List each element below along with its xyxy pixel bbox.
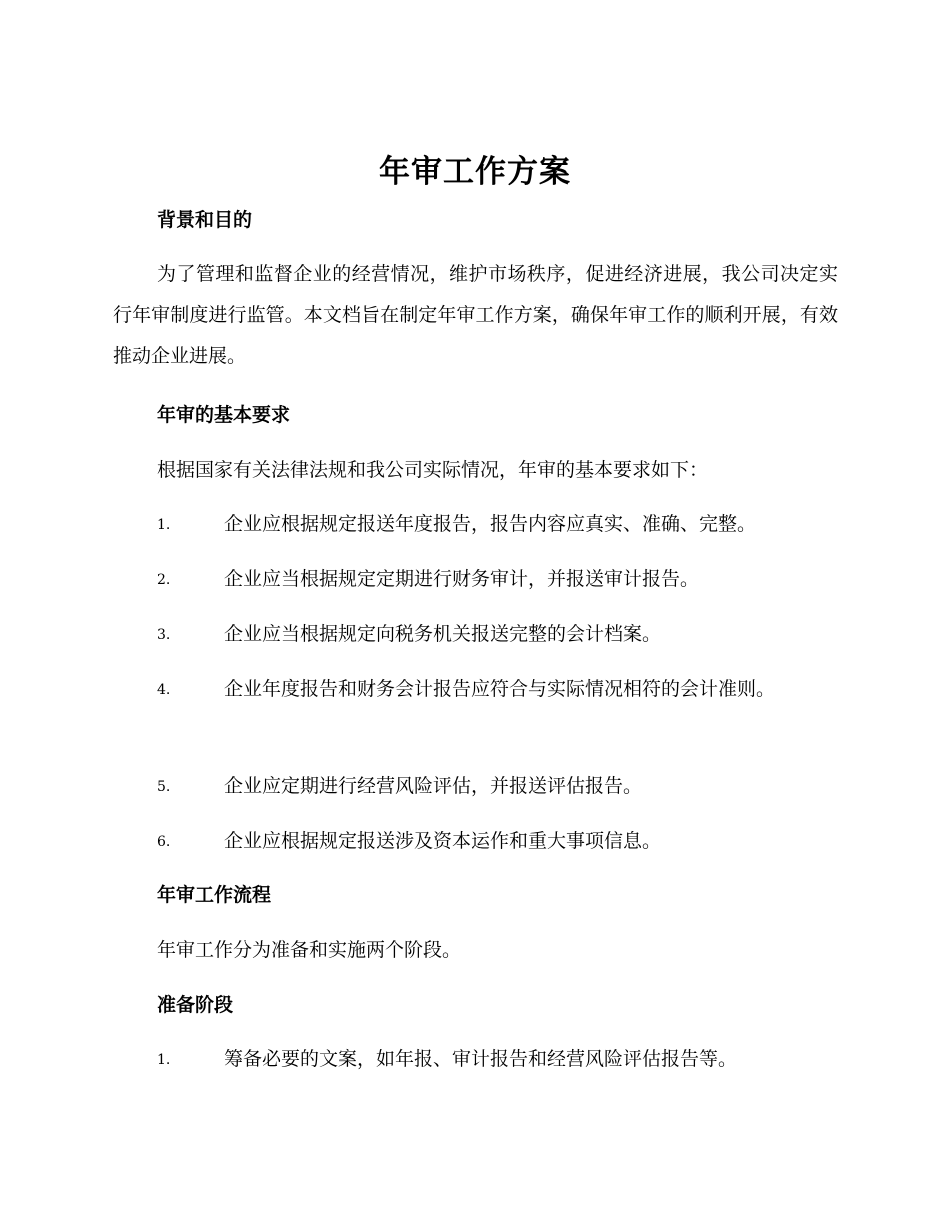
- list-item-number: 5.: [157, 779, 171, 795]
- list-item-number: 3.: [157, 627, 171, 643]
- list-item-text: 企业应当根据规定向税务机关报送完整的会计档案。: [224, 623, 662, 645]
- list-item-number: 2.: [157, 572, 171, 588]
- list-item: [113, 1046, 838, 1080]
- list-item-number: 4.: [157, 682, 171, 698]
- list-item: [113, 566, 838, 600]
- list-item-text: 筹备必要的文案，如年报、审计报告和经营风险评估报告等。: [224, 1048, 738, 1070]
- list-item: [113, 828, 838, 862]
- list-item-text: 企业应根据规定报送年度报告，报告内容应真实、准确、完整。: [224, 513, 757, 535]
- background-paragraph: 为了管理和监督企业的经营情况，维护市场秩序，促进经济进展，我公司决定实行年审制度进行监管。本文档旨在制定年审工作方案，确保年审工作的顺利开展，有效推动企业进展。: [113, 263, 838, 367]
- requirements-intro: 根据国家有关法律法规和我公司实际情况，年审的基本要求如下：: [157, 459, 709, 481]
- list-item: [113, 621, 838, 655]
- document-title: 年审工作方案: [379, 154, 571, 190]
- list-item-number: 1.: [157, 1052, 171, 1068]
- list-item-text: 企业应根据规定报送涉及资本运作和重大事项信息。: [224, 830, 662, 852]
- process-intro: 年审工作分为准备和实施两个阶段。: [157, 939, 462, 961]
- section-heading-background: 背景和目的: [157, 209, 253, 231]
- section-heading-process: 年审工作流程: [157, 884, 272, 906]
- list-item-text: 企业应定期进行经营风险评估，并报送评估报告。: [224, 775, 643, 797]
- list-item: [113, 676, 838, 710]
- list-item-number: 1.: [157, 517, 171, 533]
- list-item-number: 6.: [157, 834, 171, 850]
- list-item-text: 企业应当根据规定定期进行财务审计，并报送审计报告。: [224, 568, 700, 590]
- section-heading-requirements: 年审的基本要求: [157, 404, 291, 426]
- list-item: [113, 511, 838, 545]
- section-heading-preparation: 准备阶段: [157, 994, 234, 1016]
- list-item: [113, 773, 838, 807]
- list-item-text: 企业年度报告和财务会计报告应符合与实际情况相符的会计准则。: [224, 678, 776, 700]
